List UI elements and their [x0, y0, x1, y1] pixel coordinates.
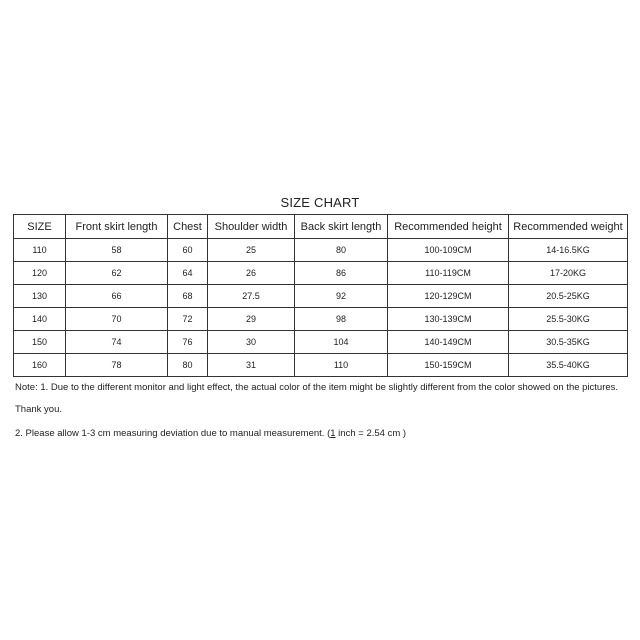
- cell-recommended-height: 120-129CM: [388, 285, 509, 308]
- note-2-suffix: inch = 2.54 cm ): [335, 428, 407, 439]
- note-2-inch-number: 1: [330, 428, 336, 439]
- table-header-row: [14, 215, 628, 239]
- header-cell-front-skirt-length: Front skirt length: [66, 215, 168, 239]
- cell-back-skirt-length: 86: [295, 262, 388, 285]
- note-2-prefix: 2. Please allow 1-3 cm measuring deviation due to manual measurement. (: [15, 428, 331, 439]
- cell-front-skirt-length: 58: [66, 239, 168, 262]
- header-cell-recommended-height: Recommended height: [388, 215, 509, 239]
- table-row: [14, 262, 628, 285]
- cell-shoulder-width: 27.5: [208, 285, 295, 308]
- cell-recommended-height: 130-139CM: [388, 308, 509, 331]
- cell-shoulder-width: 29: [208, 308, 295, 331]
- table-row: [14, 239, 628, 262]
- header-cell-shoulder-width: Shoulder width: [208, 215, 295, 239]
- header-cell-size: SIZE: [14, 215, 66, 239]
- table-row: [14, 308, 628, 331]
- cell-size: 130: [14, 285, 66, 308]
- cell-recommended-weight: 17-20KG: [509, 262, 628, 285]
- cell-size: 150: [14, 331, 66, 354]
- cell-front-skirt-length: 66: [66, 285, 168, 308]
- size-chart-table: [13, 214, 628, 377]
- cell-back-skirt-length: 104: [295, 331, 388, 354]
- cell-back-skirt-length: 80: [295, 239, 388, 262]
- cell-chest: 60: [168, 239, 208, 262]
- cell-front-skirt-length: 74: [66, 331, 168, 354]
- cell-back-skirt-length: 110: [295, 354, 388, 377]
- page-title: SIZE CHART: [280, 195, 360, 210]
- note-color-difference: Note: 1. Due to the different monitor and light effect, the actual color of the item might be slightly different from the color showed on the pictures.: [15, 382, 619, 393]
- cell-chest: 72: [168, 308, 208, 331]
- cell-recommended-weight: 20.5-25KG: [509, 285, 628, 308]
- cell-shoulder-width: 25: [208, 239, 295, 262]
- cell-recommended-height: 140-149CM: [388, 331, 509, 354]
- cell-front-skirt-length: 78: [66, 354, 168, 377]
- cell-size: 120: [14, 262, 66, 285]
- cell-recommended-weight: 35.5-40KG: [509, 354, 628, 377]
- table-row: [14, 285, 628, 308]
- cell-chest: 68: [168, 285, 208, 308]
- cell-recommended-height: 150-159CM: [388, 354, 509, 377]
- header-cell-back-skirt-length: Back skirt length: [295, 215, 388, 239]
- cell-shoulder-width: 30: [208, 331, 295, 354]
- cell-recommended-weight: 30.5-35KG: [509, 331, 628, 354]
- cell-shoulder-width: 31: [208, 354, 295, 377]
- cell-size: 140: [14, 308, 66, 331]
- cell-recommended-height: 110-119CM: [388, 262, 509, 285]
- cell-back-skirt-length: 98: [295, 308, 388, 331]
- cell-size: 160: [14, 354, 66, 377]
- cell-recommended-weight: 25.5-30KG: [509, 308, 628, 331]
- cell-chest: 76: [168, 331, 208, 354]
- note-thank-you: Thank you.: [15, 404, 62, 415]
- note-measuring-deviation: [15, 428, 406, 439]
- cell-chest: 64: [168, 262, 208, 285]
- header-cell-chest: Chest: [168, 215, 208, 239]
- cell-recommended-weight: 14-16.5KG: [509, 239, 628, 262]
- table-row: [14, 331, 628, 354]
- table-row: [14, 354, 628, 377]
- cell-chest: 80: [168, 354, 208, 377]
- cell-size: 110: [14, 239, 66, 262]
- cell-recommended-height: 100-109CM: [388, 239, 509, 262]
- cell-back-skirt-length: 92: [295, 285, 388, 308]
- cell-shoulder-width: 26: [208, 262, 295, 285]
- cell-front-skirt-length: 70: [66, 308, 168, 331]
- header-cell-recommended-weight: Recommended weight: [509, 215, 628, 239]
- cell-front-skirt-length: 62: [66, 262, 168, 285]
